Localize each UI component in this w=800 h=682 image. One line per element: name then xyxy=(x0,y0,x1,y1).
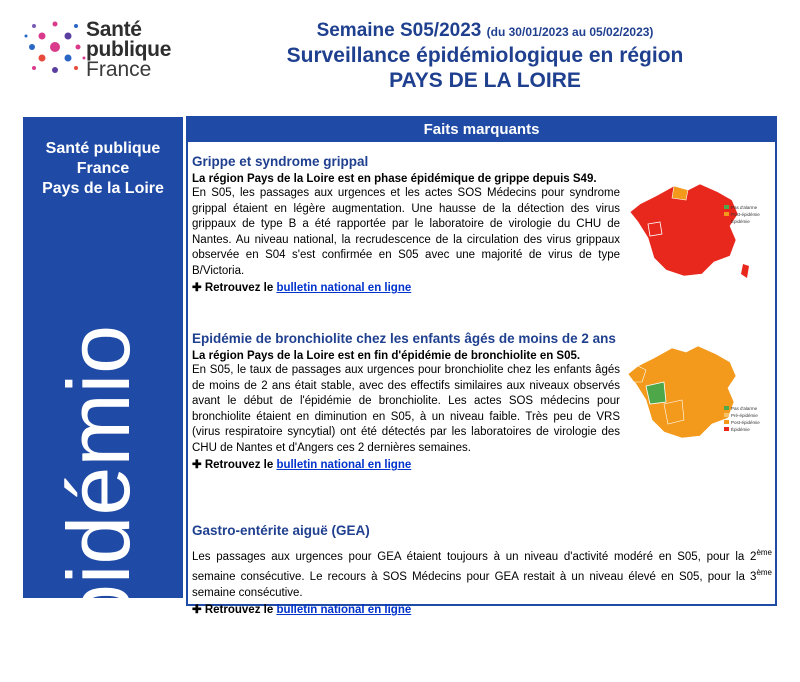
bronch-more-prefix: Retrouvez le xyxy=(204,459,274,471)
bronch-title: Epidémie de bronchiolite chez les enfants âgés de moins de 2 ans xyxy=(192,331,616,346)
flu-legend-1: Pas d'alarme xyxy=(731,205,758,210)
flu-bulletin-link[interactable]: bulletin national en ligne xyxy=(276,282,412,294)
plus-icon: ✚ xyxy=(192,604,202,617)
report-header xyxy=(215,20,755,93)
section-flu xyxy=(192,154,620,294)
flu-title: Grippe et syndrome grippal xyxy=(192,154,369,169)
week-dates: (du 30/01/2023 au 05/02/2023) xyxy=(486,25,654,39)
report-region: PAYS DE LA LOIRE xyxy=(389,69,581,92)
bronch-bulletin-link[interactable]: bulletin national en ligne xyxy=(276,459,412,471)
gea-more-prefix: Retrouvez le xyxy=(204,604,274,617)
flu-legend-3: Épidémie xyxy=(731,219,750,224)
legend-swatch-post xyxy=(724,212,729,216)
sidebar-org-line-2: France xyxy=(76,160,130,177)
gea-body-part-3: semaine consécutive. xyxy=(192,586,303,599)
legend-swatch-pre xyxy=(724,413,729,417)
section-gea xyxy=(192,523,772,616)
gea-more xyxy=(192,602,772,616)
bronch-legend-3: Post-épidémie xyxy=(731,420,760,425)
logo-wordmark xyxy=(86,20,171,80)
legend-swatch-no-alarm xyxy=(724,205,729,209)
sidebar xyxy=(23,117,183,682)
flu-lead: La région Pays de la Loire est en phase épidémique de grippe depuis S49. xyxy=(192,173,597,185)
bronch-lead: La région Pays de la Loire est en fin d'épidémie de bronchiolite en S05. xyxy=(192,350,581,362)
sidebar-org-line-3: Pays de la Loire xyxy=(42,180,164,197)
legend-swatch-no-alarm xyxy=(724,406,729,410)
sidebar-vertical-word: épidémio xyxy=(49,324,148,682)
report-title: Surveillance épidémiologique en région xyxy=(286,44,684,67)
bronch-more xyxy=(192,457,620,471)
flu-more xyxy=(192,280,620,294)
flu-france-map xyxy=(626,178,766,288)
bronchiolitis-france-map xyxy=(624,340,772,460)
plus-icon: ✚ xyxy=(192,459,202,471)
bronch-legend-2: Pré-épidémie xyxy=(731,413,758,418)
flu-more-prefix: Retrouvez le xyxy=(204,282,274,294)
gea-body-part-2: semaine consécutive. Le recours à SOS Médecins pour GEA restait à un niveau élevé en S05, pour la 3 xyxy=(192,571,757,584)
sidebar-org-line-1: Santé publique xyxy=(45,140,161,157)
gea-sup-2: ème xyxy=(756,568,772,578)
bronch-body: En S05, le taux de passages aux urgences pour bronchiolite chez les enfants âgés de moins de 2 ans était stable, avec des effectifs similaires aux niveaux observés avant le début de l'épidémie de bronchiolite. Les actes SOS médecins pour bronchiolite étaient en diminution en S05, à un niveau faible. Très peu de VRS (virus respiratoire syncytial) ont été détectés par les laboratoires de virologie des CHU de Nantes et d'Angers ces 2 dernières semaines. xyxy=(192,364,620,454)
gea-title: Gastro-entérite aiguë (GEA) xyxy=(192,523,370,538)
logo-line-2: publique xyxy=(86,38,172,61)
week-line xyxy=(215,20,755,42)
sidebar-org xyxy=(23,139,183,199)
flu-legend-2: Post-épidémie xyxy=(731,212,760,217)
bronch-legend-4: Épidémie xyxy=(731,427,750,432)
legend-swatch-epidemic xyxy=(724,219,729,223)
gea-sup-1: ème xyxy=(756,548,772,557)
logo-line-3: France xyxy=(86,58,152,81)
gea-body xyxy=(192,545,772,601)
legend-swatch-post xyxy=(724,420,729,424)
key-facts-panel xyxy=(186,116,777,617)
bronch-legend-1: Pas d'alarme xyxy=(731,406,758,411)
gea-body-part-1: Les passages aux urgences pour GEA étaient toujours à un niveau d'activité modéré en S05, pour la 2 xyxy=(192,550,757,563)
panel-title: Faits marquants xyxy=(188,118,775,142)
plus-icon: ✚ xyxy=(192,282,202,294)
legend-swatch-epidemic xyxy=(724,427,729,431)
spf-logo xyxy=(22,12,197,92)
week-label: Semaine S05/2023 xyxy=(316,20,482,41)
gea-bulletin-link[interactable]: bulletin national en ligne xyxy=(276,604,412,617)
logo-dots-icon xyxy=(22,14,88,80)
logo-line-1: Santé xyxy=(86,18,142,41)
flu-body: En S05, les passages aux urgences et les actes SOS Médecins pour syndrome grippal étaient en légère augmentation. Une hausse de la détection des virus grippaux de type B a été rapportée par le laboratoire de virologie du CHU de Nantes. Au niveau national, la recrudescence de la circulation des virus grippaux observée en S04 s'est confirmée en S05 avec une majorité de virus de type B/Victoria. xyxy=(192,187,620,277)
section-bronchiolitis xyxy=(192,331,620,471)
